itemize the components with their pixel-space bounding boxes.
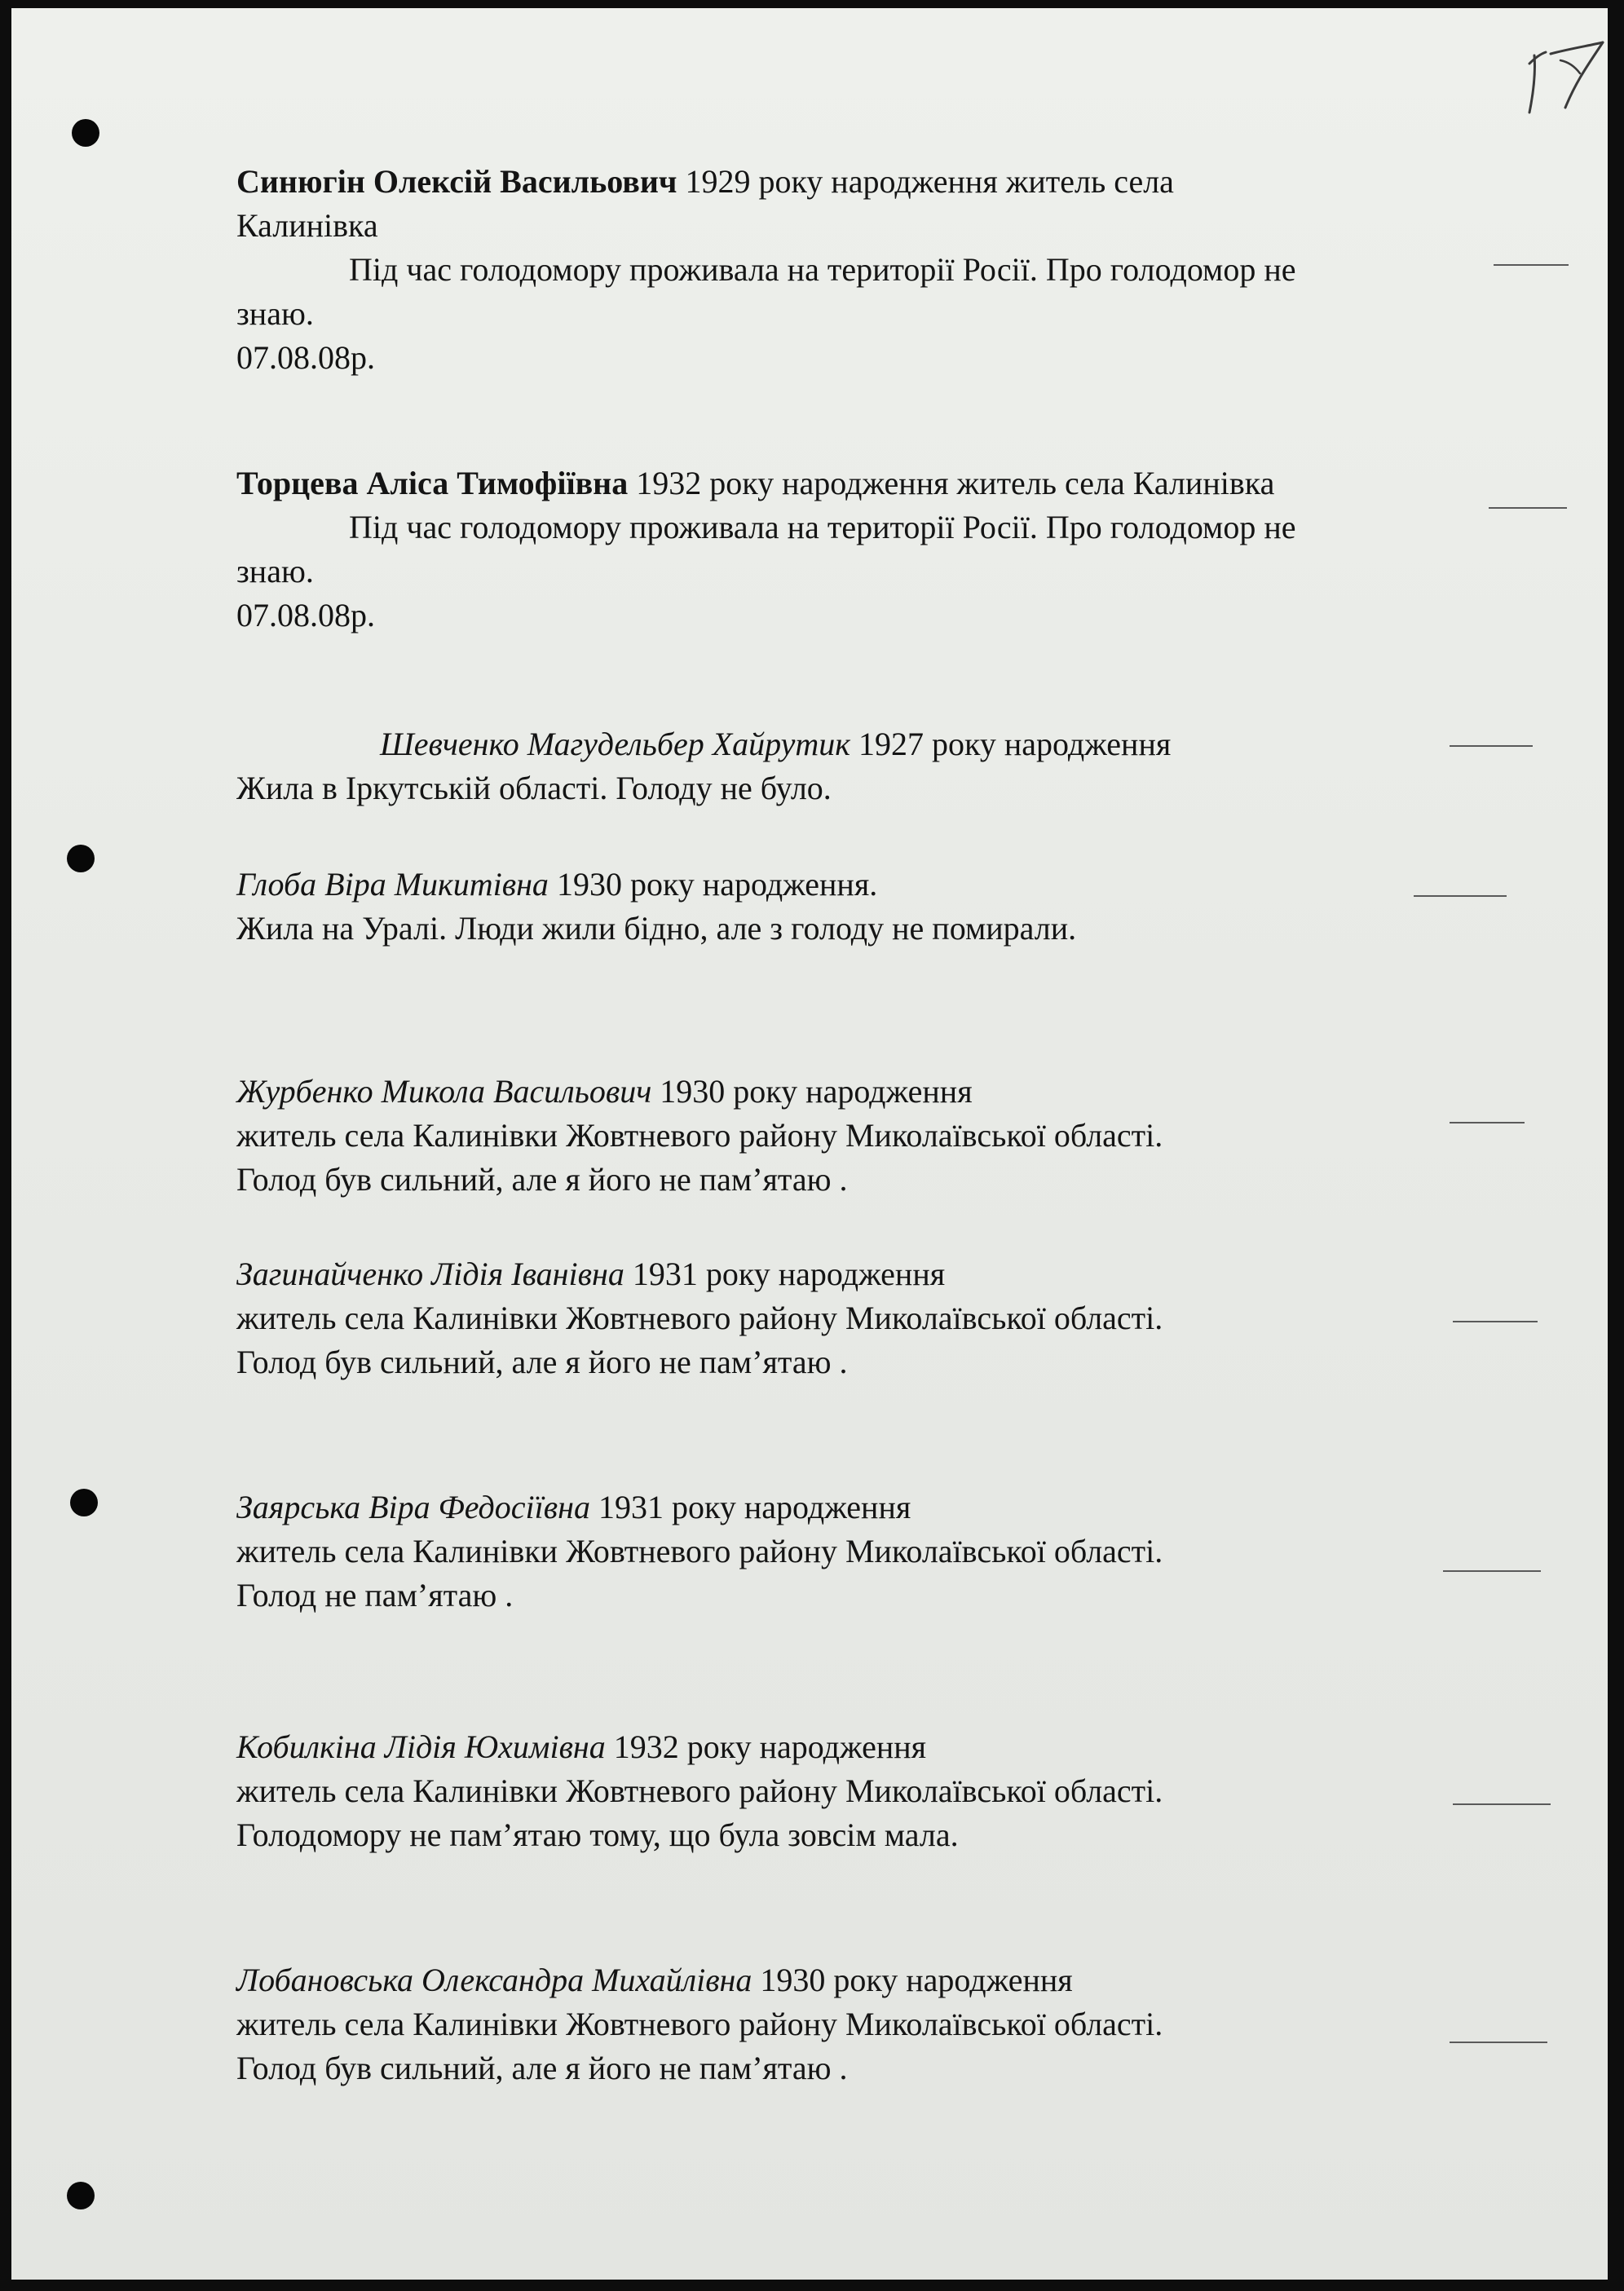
entry-heading-text: 1930 року народження: [752, 1962, 1073, 1998]
entry-line: Жила на Уралі. Люди жили бідно, але з голоду не помирали.: [236, 910, 1077, 947]
testimony-entry: [236, 1252, 1163, 1384]
person-name: Глоба Віра Микитівна: [236, 866, 549, 903]
person-name: Журбенко Микола Васильович: [236, 1073, 652, 1110]
entry-heading-text: 1930 року народження.: [548, 866, 878, 903]
testimony-entry: [236, 461, 1296, 638]
testimony-entry: [236, 1070, 1163, 1202]
entry-line: Під час голодомору проживала на території Росії. Про голодомор не: [349, 509, 1296, 545]
punch-hole: [67, 845, 95, 872]
testimony-entry: [236, 722, 1171, 810]
testimony-entry: [236, 1725, 1163, 1857]
check-dash-mark: [1453, 1321, 1538, 1322]
entry-line: знаю.: [236, 553, 314, 589]
check-dash-mark: [1453, 1803, 1551, 1805]
entry-line: Голод був сильний, але я його не пам’ятаю .: [236, 2050, 848, 2086]
entry-line: Під час голодомору проживала на території Росії. Про голодомор не: [349, 251, 1296, 288]
entry-heading-text: 1931 року народження: [589, 1489, 911, 1525]
entry-heading-text: 1932 року народження житель села Калинівка: [628, 465, 1275, 501]
check-dash-mark: [1450, 2042, 1547, 2043]
person-name: Синюгін Олексій Васильович: [236, 163, 677, 200]
punch-hole: [67, 2182, 95, 2209]
testimony-entry: [236, 863, 1076, 951]
entry-line: житель села Калинівки Жовтневого району Миколаївської області.: [236, 1533, 1163, 1569]
entry-line: житель села Калинівки Жовтневого району Миколаївської області.: [236, 1117, 1163, 1154]
punch-hole: [72, 119, 99, 147]
check-dash-mark: [1450, 745, 1533, 747]
person-name: Торцева Аліса Тимофіївна: [236, 465, 629, 501]
punch-hole: [70, 1489, 98, 1516]
entry-line: житель села Калинівки Жовтневого району Миколаївської області.: [236, 1300, 1163, 1336]
entry-heading-text: 1932 року народження: [605, 1728, 927, 1765]
check-dash-mark: [1450, 1122, 1525, 1123]
person-name: Лобановська Олександра Михайлівна: [236, 1962, 752, 1998]
person-name: Загинайченко Лідія Іванівна: [236, 1256, 624, 1292]
document-sheet: [11, 8, 1608, 2280]
entry-line: Голодомору не пам’ятаю тому, що була зовсім мала.: [236, 1816, 959, 1853]
check-dash-mark: [1494, 264, 1569, 266]
person-name: Заярська Віра Федосіївна: [236, 1489, 590, 1525]
entry-line: житель села Калинівки Жовтневого району Миколаївської області.: [236, 2006, 1163, 2042]
handwritten-page-number: [1511, 31, 1609, 121]
entry-line: Голод був сильний, але я його не пам’ятаю .: [236, 1161, 848, 1198]
entry-heading-text: 1930 року народження: [651, 1073, 973, 1110]
entry-heading-text: 1931 року народження: [624, 1256, 946, 1292]
testimony-entry: [236, 160, 1296, 380]
check-dash-mark: [1443, 1570, 1541, 1572]
entry-date: 07.08.08р.: [236, 597, 375, 633]
person-name: Шевченко Магудельбер Хайрутик: [380, 726, 850, 762]
entry-line: житель села Калинівки Жовтневого району Миколаївської області.: [236, 1772, 1163, 1809]
testimony-entry: [236, 1485, 1163, 1618]
entry-line: Голод був сильний, але я його не пам’ятаю .: [236, 1344, 848, 1380]
testimony-entry: [236, 1958, 1163, 2090]
check-dash-mark: [1414, 895, 1507, 897]
entry-date: 07.08.08р.: [236, 339, 375, 376]
person-name: Кобилкіна Лідія Юхимівна: [236, 1728, 606, 1765]
entry-line: знаю.: [236, 295, 314, 332]
check-dash-mark: [1489, 507, 1567, 509]
entry-line: Голод не пам’ятаю .: [236, 1577, 514, 1613]
entry-line: Калинівка: [236, 207, 378, 244]
entry-heading-text: 1929 року народження житель села: [677, 163, 1174, 200]
entry-line: Жила в Іркутській області. Голоду не було.: [236, 770, 832, 806]
entry-heading-text: 1927 року народження: [850, 726, 1172, 762]
